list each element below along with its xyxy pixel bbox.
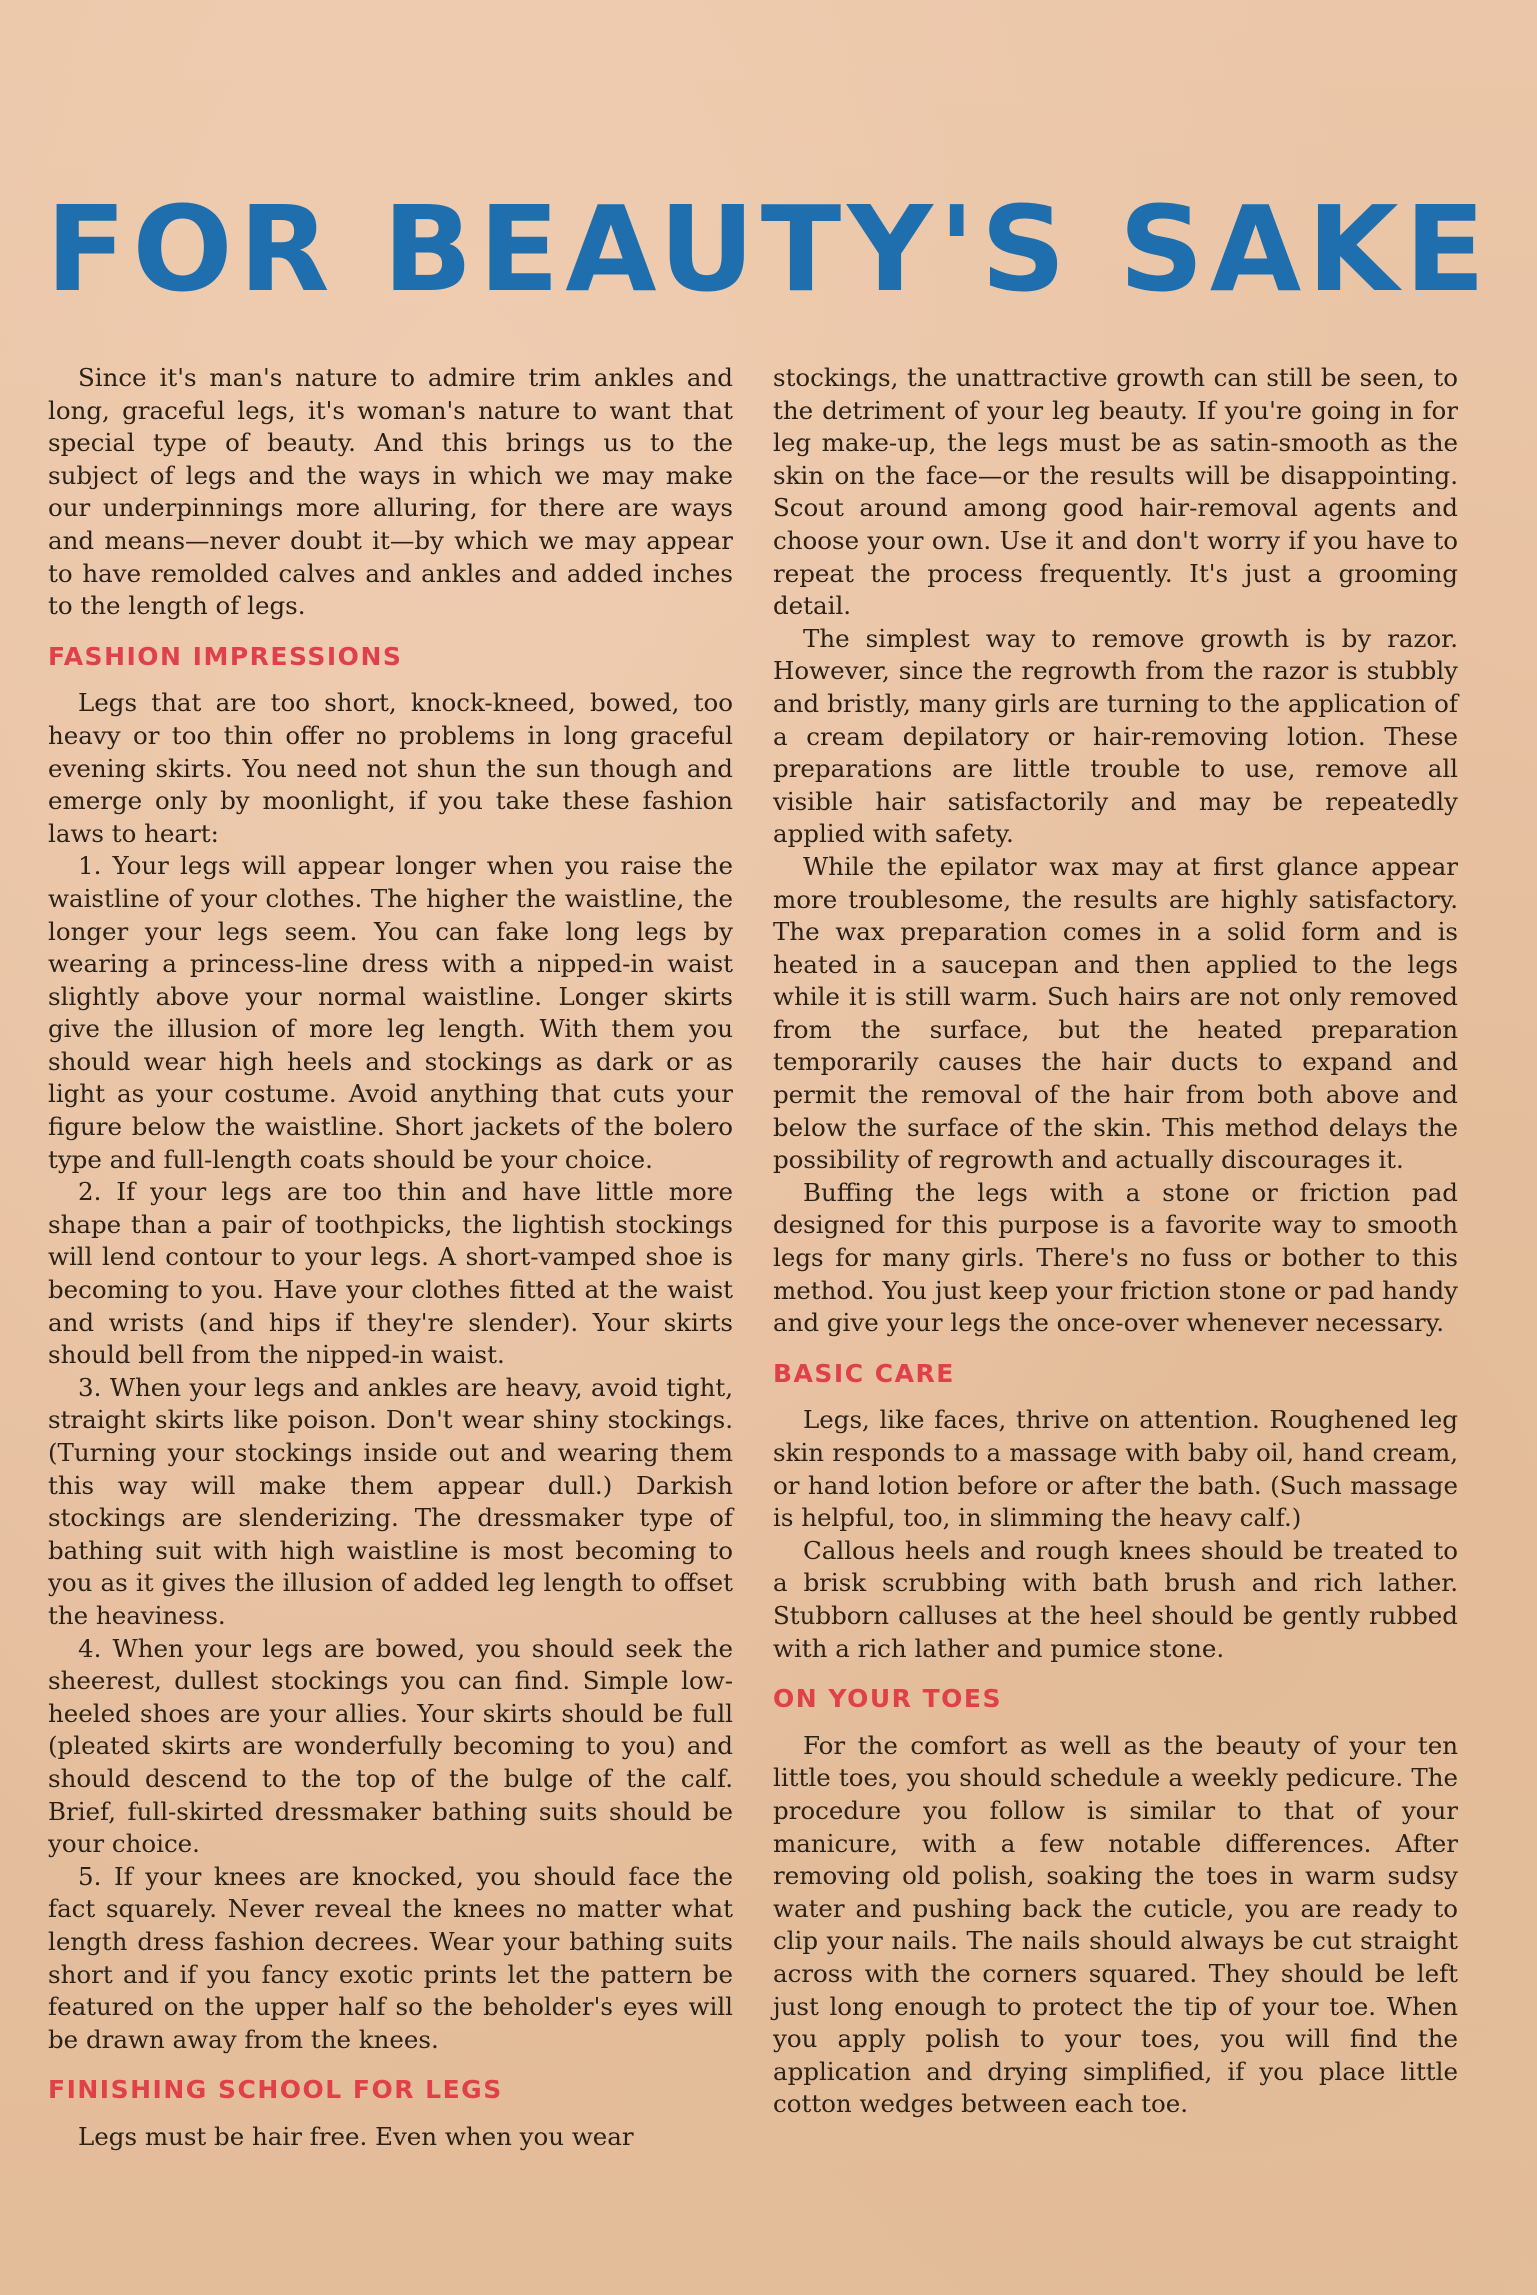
finishing-razor-paragraph: The simplest way to remove growth is by razor. However, since the regrowth from the razor is stubbly and bristly, many girls are turning to the application of a cream depilatory or hair-removing lotion. These preparations are little trouble to use, remove all visible hair satisfactorily and may be repeatedly applied with safety. [773, 623, 1458, 849]
page-title: FOR BEAUTY'S SAKE [45, 180, 1492, 318]
right-column [773, 362, 1458, 2121]
basic-care-paragraph-1: Legs, like faces, thrive on attention. Roughened leg skin responds to a massage with baby oil, hand cream, or hand lotion before or after the bath. (Such massage is helpful, too, in slimming the heavy calf.) [773, 1405, 1458, 1533]
heading-finishing-school: FINISHING SCHOOL FOR LEGS [48, 2075, 503, 2105]
finishing-paragraph-continued: stockings, the unattractive growth can still be seen, to the detriment of your leg beauty. If you're going in for leg make-up, the legs must be as satin-smooth as the skin on the face—or the results will be disappointing. Scout around among good hair-removal agents and choose your own. Use it and don't worry if you have to repeat the process frequently. It's just a grooming detail. [773, 363, 1458, 621]
basic-care-paragraph-2: Callous heels and rough knees should be treated to a brisk scrubbing with bath brush and rich lather. Stubborn calluses at the heel should be gently rubbed with a rich lather and pumice stone. [773, 1535, 1458, 1663]
intro-paragraph: Since it's man's nature to admire trim ankles and long, graceful legs, it's woman's nature to want that special type of beauty. And this brings us to the subject of legs and the ways in which we may make our underpinnings more alluring, for there are ways and means—never doubt it—by which we may appear to have remolded calves and ankles and added inches to the length of legs. [48, 363, 733, 621]
heading-fashion-impressions: FASHION IMPRESSIONS [48, 641, 403, 671]
fashion-rule-4: 4. When your legs are bowed, you should seek the sheerest, dullest stockings you can find. Simple low-heeled shoes are your allies. Your skirts should be full (pleated skirts are wonderfully becoming to you) and should descend to the top of the bulge of the calf. Brief, full-skirted dressmaker bathing suits should be your choice. [48, 1633, 733, 1859]
fashion-paragraph: Legs that are too short, knock-kneed, bowed, too heavy or too thin offer no problems in long graceful evening skirts. You need not shun the sun though and emerge only by moonlight, if you take these fashion laws to heart: [48, 688, 733, 848]
toes-paragraph: For the comfort as well as the beauty of your ten little toes, you should schedule a weekly pedicure. The procedure you follow is similar to that of your manicure, with a few notable differences. After removing old polish, soaking the toes in warm sudsy water and pushing back the cuticle, you are ready to clip your nails. The nails should always be cut straight across with the corners squared. They should be left just long enough to protect the tip of your toe. When you apply polish to your toes, you will find the application and drying simplified, if you place little cotton wedges between each toe. [773, 1730, 1458, 2119]
fashion-rule-1: 1. Your legs will appear longer when you raise the waistline of your clothes. The higher the waistline, the longer your legs seem. You can fake long legs by wearing a princess-line dress with a nipped-in waist slightly above your normal waistline. Longer skirts give the illusion of more leg length. With them you should wear high heels and stockings as dark or as light as your costume. Avoid anything that cuts your figure below the waistline. Short jackets of the bolero type and full-length coats should be your choice. [48, 851, 733, 1174]
left-column [48, 362, 733, 2153]
finishing-wax-paragraph: While the epilator wax may at first glance appear more troublesome, the results are highly satisfactory. The wax preparation comes in a solid form and is heated in a saucepan and then applied to the legs while it is still warm. Such hairs are not only removed from the surface, but the heated preparation temporarily causes the hair ducts to expand and permit the removal of the hair from both above and below the surface of the skin. This method delays the possibility of regrowth and actually discourages it. [773, 851, 1458, 1175]
heading-basic-care: BASIC CARE [773, 1358, 955, 1388]
fashion-rule-5: 5. If your knees are knocked, you should face the fact squarely. Never reveal the knees no matter what length dress fashion decrees. Wear your bathing suits short and if you fancy exotic prints let the pattern be featured on the upper half so the beholder's eyes will be drawn away from the knees. [48, 1861, 733, 2054]
finishing-paragraph-start: Legs must be hair free. Even when you wear [78, 2121, 634, 2151]
fashion-rule-3: 3. When your legs and ankles are heavy, avoid tight, straight skirts like poison. Don't wear shiny stockings. (Turning your stockings inside out and wearing them this way will make them appear dull.) Darkish stockings are slenderizing. The dressmaker type of bathing suit with high waistline is most becoming to you as it gives the illusion of added leg length to offset the heaviness. [48, 1372, 733, 1630]
finishing-buffing-paragraph: Buffing the legs with a stone or friction pad designed for this purpose is a favorite way to smooth legs for many girls. There's no fuss or bother to this method. You just keep your friction stone or pad handy and give your legs the once-over whenever necessary. [773, 1177, 1458, 1338]
heading-on-your-toes: ON YOUR TOES [773, 1684, 1002, 1714]
fashion-rule-2: 2. If your legs are too thin and have little more shape than a pair of toothpicks, the lightish stockings will lend contour to your legs. A short-vamped shoe is becoming to you. Have your clothes fitted at the waist and wrists (and hips if they're slender). Your skirts should bell from the nipped-in waist. [48, 1177, 733, 1370]
